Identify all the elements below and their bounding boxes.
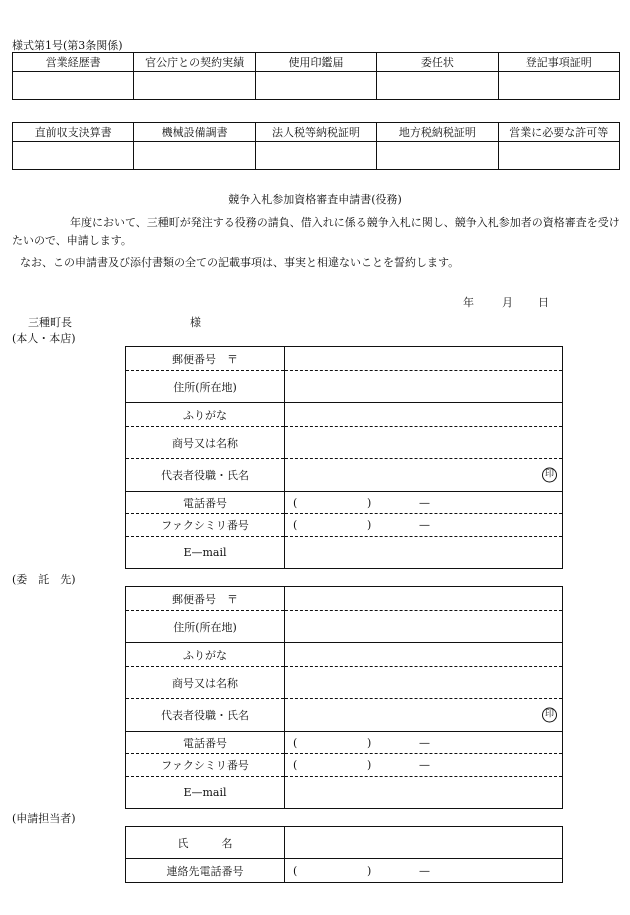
paren-close: ) (367, 758, 372, 772)
doc-header: 法人税等納税証明 (255, 123, 376, 142)
doc-check-cell[interactable] (498, 72, 619, 100)
fax-dash: — (419, 758, 430, 772)
doc-check-cell[interactable] (377, 72, 498, 100)
principal-table (125, 346, 563, 569)
label-postal: 郵便番号 〒 (126, 587, 285, 611)
doc-check-cell[interactable] (255, 72, 376, 100)
label-fax: ファクシミリ番号 (126, 754, 285, 777)
phone-field[interactable] (285, 492, 563, 514)
paren-open: ( (293, 518, 298, 532)
date-month: 月 (502, 296, 513, 309)
section-contact: (申請担当者) (12, 812, 76, 825)
doc-header: 直前収支決算書 (13, 123, 134, 142)
paren-close: ) (367, 864, 372, 877)
doc-header: 使用印鑑届 (255, 53, 376, 72)
agent-phone-field[interactable] (285, 732, 563, 754)
paren-open: ( (293, 758, 298, 772)
doc-header: 委任状 (377, 53, 498, 72)
fax-field[interactable] (285, 514, 563, 537)
agent-furigana-field[interactable] (285, 643, 563, 667)
label-postal: 郵便番号 〒 (126, 347, 285, 371)
agent-table (125, 586, 563, 809)
doc-header: 官公庁との契約実績 (134, 53, 255, 72)
label-representative: 代表者役職・氏名 (126, 699, 285, 732)
paren-open: ( (293, 864, 298, 877)
label-company: 商号又は名称 (126, 427, 285, 459)
attachment-table-2 (12, 122, 620, 170)
agent-representative-field[interactable] (285, 699, 563, 732)
label-furigana: ふりがな (126, 643, 285, 667)
label-contact-phone: 連絡先電話番号 (126, 859, 285, 883)
paren-close: ) (367, 518, 372, 532)
phone-dash: — (419, 496, 430, 509)
label-address: 住所(所在地) (126, 611, 285, 643)
doc-check-cell[interactable] (13, 72, 134, 100)
fax-dash: — (419, 518, 430, 532)
label-phone: 電話番号 (126, 732, 285, 754)
doc-check-cell[interactable] (255, 142, 376, 170)
paren-close: ) (367, 736, 372, 749)
doc-header: 登記事項証明 (498, 53, 619, 72)
agent-fax-field[interactable] (285, 754, 563, 777)
representative-field[interactable] (285, 459, 563, 492)
label-fax: ファクシミリ番号 (126, 514, 285, 537)
label-contact-name: 氏 名 (126, 827, 285, 859)
label-email: E—mail (126, 537, 285, 569)
doc-check-cell[interactable] (13, 142, 134, 170)
company-field[interactable] (285, 427, 563, 459)
doc-check-cell[interactable] (134, 142, 255, 170)
contact-name-field[interactable] (285, 827, 563, 859)
date-day: 日 (538, 296, 549, 309)
furigana-field[interactable] (285, 403, 563, 427)
paren-open: ( (293, 496, 298, 509)
phone-dash: — (419, 736, 430, 749)
attachment-table-1 (12, 52, 620, 100)
document-title: 競争入札参加資格審査申請書(役務) (228, 193, 402, 206)
doc-header: 営業経歴書 (13, 53, 134, 72)
contact-phone-field[interactable] (285, 859, 563, 883)
agent-email-field[interactable] (285, 777, 563, 809)
agent-company-field[interactable] (285, 667, 563, 699)
contact-table (125, 826, 563, 883)
form-number: 様式第1号(第3条関係) (12, 39, 123, 52)
paren-open: ( (293, 736, 298, 749)
doc-check-cell[interactable] (498, 142, 619, 170)
doc-header: 営業に必要な許可等 (498, 123, 619, 142)
application-statement: 年度において、三種町が発注する役務の請負、借入れに係る競争入札に関し、競争入札参加者の資格審査を受けたいので、申請します。 (12, 216, 620, 247)
paren-close: ) (367, 496, 372, 509)
agent-postal-field[interactable] (285, 587, 563, 611)
agent-address-field[interactable] (285, 611, 563, 643)
postal-field[interactable] (285, 347, 563, 371)
label-address: 住所(所在地) (126, 371, 285, 403)
address-field[interactable] (285, 371, 563, 403)
seal-mark: 印 (542, 708, 557, 723)
addressee-honorific: 様 (190, 316, 201, 329)
doc-header: 機械設備調書 (134, 123, 255, 142)
label-furigana: ふりがな (126, 403, 285, 427)
doc-check-cell[interactable] (134, 72, 255, 100)
date-year: 年 (463, 296, 474, 309)
label-representative: 代表者役職・氏名 (126, 459, 285, 492)
section-agent: (委 託 先) (12, 573, 76, 586)
label-email: E—mail (126, 777, 285, 809)
addressee-name: 三種町長 (28, 316, 72, 329)
pledge-statement: なお、この申請書及び添付書類の全ての記載事項は、事実と相違ないことを誓約します。 (20, 256, 460, 269)
doc-check-cell[interactable] (377, 142, 498, 170)
label-company: 商号又は名称 (126, 667, 285, 699)
doc-header: 地方税納税証明 (377, 123, 498, 142)
section-principal: (本人・本店) (12, 332, 76, 345)
label-phone: 電話番号 (126, 492, 285, 514)
seal-mark: 印 (542, 468, 557, 483)
email-field[interactable] (285, 537, 563, 569)
phone-dash: — (419, 864, 430, 877)
